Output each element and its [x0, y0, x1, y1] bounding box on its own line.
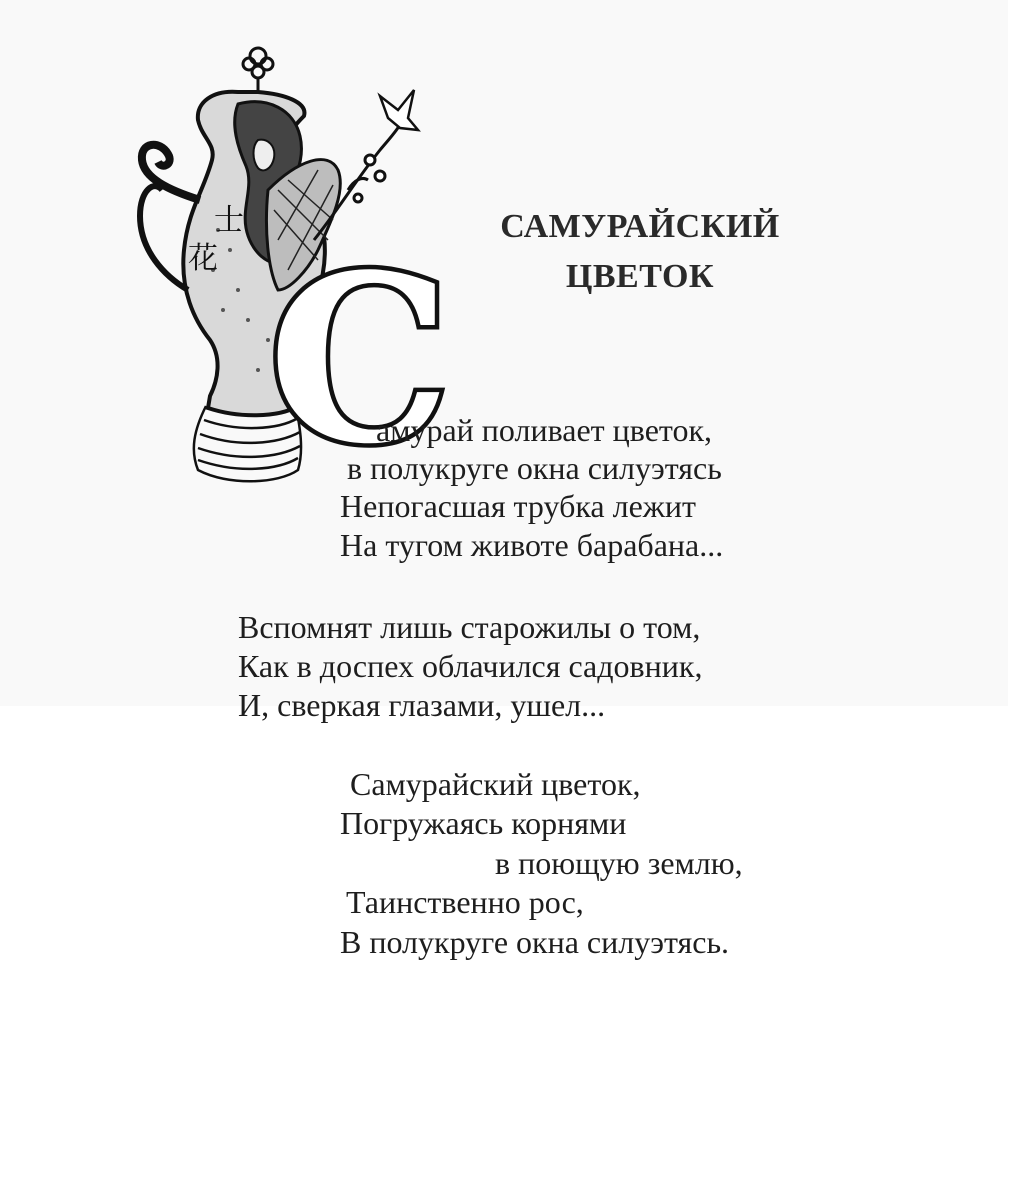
drop-cap-letter: С	[268, 225, 452, 495]
vase-handle	[142, 145, 200, 200]
poem-title	[440, 202, 840, 302]
page-edge	[1008, 0, 1024, 1181]
stanza-2-line-3: И, сверкая глазами, ушел...	[238, 687, 606, 723]
stanza-3-line-2: Погружаясь корнями	[340, 805, 627, 841]
knot-ornament	[243, 48, 273, 92]
stanza-1-line-1: амурай поливает цветок,	[376, 412, 713, 448]
stanza-2-line-1: Вспомнят лишь старожилы о том,	[238, 609, 701, 645]
stanza-3-line-3: в поющую землю,	[495, 845, 743, 881]
stanza-1-line-4: На тугом животе барабана...	[340, 527, 724, 563]
stanza-3-line-1: Самурайский цветок,	[350, 766, 641, 802]
poem-title-line-1: САМУРАЙСКИЙ	[500, 208, 780, 245]
stanza-2-line-2: Как в доспех облачился садовник,	[238, 648, 703, 684]
poem-title-line-2: ЦВЕТОК	[565, 258, 715, 295]
stanza-3-line-4: Таинственно рос,	[346, 884, 584, 920]
vase-handle-lower	[140, 186, 188, 290]
stanza-1-line-2: в полукруге окна силуэтясь	[347, 450, 722, 486]
face-icon	[254, 140, 275, 171]
stanza-3-line-5: В полукруге окна силуэтясь.	[340, 924, 730, 960]
kanji-glyph-2: 花	[188, 241, 218, 276]
stanza-1-line-3: Непогасшая трубка лежит	[340, 488, 696, 524]
kanji-glyph-1: 士	[214, 203, 244, 238]
